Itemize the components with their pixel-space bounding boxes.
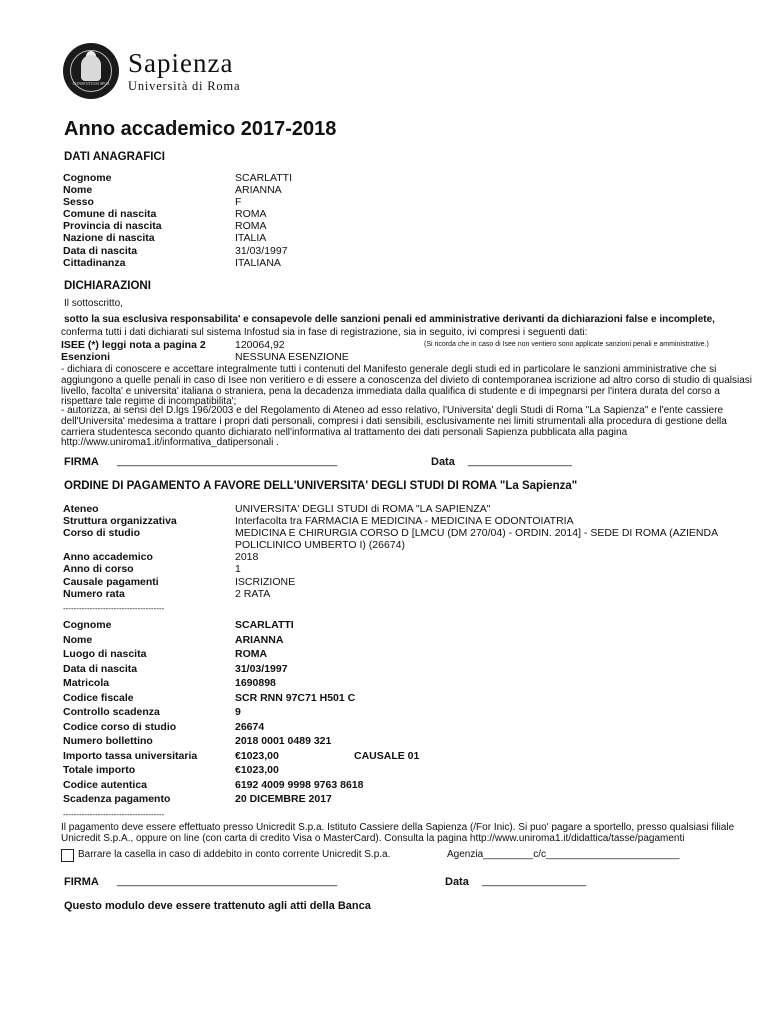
table-row: Cognome SCARLATTI: [63, 172, 292, 184]
firma-line-2: ____________________________________: [117, 875, 338, 887]
table-row: Nazione di nascita ITALIA: [63, 232, 267, 245]
isee-note: (Si ricorda che in caso di Isee non veritiero sono applicate sanzioni penali e amministrative.): [424, 341, 709, 348]
dichiarazioni-responsabilita: sotto la sua esclusiva responsabilita' e consapevole delle sanzioni penali ed amministrative derivanti da dichiarazioni false e incomplete,: [64, 314, 715, 325]
table-row: Codice autentica 6192 4009 9998 9763 8618: [63, 778, 364, 791]
sapienza-seal-logo: CONSENTIUM SPUS: [63, 43, 119, 99]
data-label: Data: [431, 456, 455, 468]
brand-subtitle: Università di Roma: [128, 79, 241, 93]
esenzioni-label: Esenzioni: [61, 351, 111, 363]
table-row: Anno accademico 2018: [63, 551, 259, 564]
page-title: Anno accademico 2017-2018: [64, 118, 337, 140]
table-row: Provincia di nascita ROMA: [63, 220, 267, 233]
data-line: _________________: [468, 455, 573, 467]
dichiarazioni-heading: DICHIARAZIONI: [64, 280, 151, 292]
footer-note: Questo modulo deve essere trattenuto agli atti della Banca: [64, 900, 371, 912]
table-row: Cittadinanza ITALIANA: [63, 256, 281, 269]
ordine-pagamento-table: [63, 503, 743, 600]
dichiarazioni-paragraph-manifesto: - dichiara di conoscere e accettare integralmente tutti i contenuti del Manifesto generale degli studi ed in particolare le sanzioni amministrative che si aggiungono a quelle penali in caso di Isee non veritiero e di essere a conoscenza del divieto di contemporanea iscrizione ad altro corso di studio di qualsiasi livello, facolta' e universita' italiana o straniera, pena la decadenza immediata dalla qualifica di studente e di impegnarsi per l'intera durata del corso a rispettare tale regime di incompatibilita';: [61, 364, 752, 408]
ordine-pagamento-heading: ORDINE DI PAGAMENTO A FAVORE DELL'UNIVERSITA' DEGLI STUDI DI ROMA "La Sapienza": [64, 480, 578, 492]
dichiarazioni-paragraph-privacy: - autorizza, ai sensi del D.lgs 196/2003 e del Regolamento di Ateneo ad esso relativo, l'Universita' degli Studi di Roma "La Sapienza" e l'ente cassiere dell'Universita' medesima a trattare i propri dati personali, compresi i dati sensibili, esclusivamente nei limiti strumentali alla procedura di gestione della carriera studentesca secondo quanto dichiarato nell'informativa al trattamento dei dati personali Sapienza pubblicata alla pagina http://www.uniroma1.it/informativa_datipersonali .: [61, 405, 727, 449]
table-row: Codice fiscale SCR RNN 97C71 H501 C: [63, 691, 356, 704]
isee-value: 120064,92: [235, 339, 285, 351]
dichiarazioni-conferma: conferma tutti i dati dichiarati sul sistema Infostud sia in fase di registrazione, sia in seguito, ivi compresi i seguenti dati:: [61, 327, 588, 338]
table-row: Comune di nascita ROMA: [63, 208, 267, 221]
table-row: Ateneo UNIVERSITA' DEGLI STUDI di ROMA "LA SAPIENZA": [63, 503, 491, 515]
table-row: Totale importo €1023,00: [63, 764, 279, 776]
dati-anagrafici-table: [63, 172, 563, 269]
table-row: Scadenza pagamento 20 DICEMBRE 2017: [63, 793, 332, 805]
table-row: Data di nascita 31/03/1997: [63, 662, 288, 675]
agenzia-cc-field: Agenzia_________c/c________________________: [447, 849, 680, 860]
table-row: Importo tassa universitaria €1023,00: [63, 749, 279, 762]
addebito-checkbox[interactable]: [61, 849, 74, 862]
separator-top: --------------------------------------: [63, 604, 165, 613]
table-row: Causale pagamenti ISCRIZIONE: [63, 575, 296, 588]
firma-label-2: FIRMA: [64, 876, 99, 888]
table-row: Codice corso di studio 26674: [63, 720, 265, 733]
table-row: Nome ARIANNA: [63, 184, 282, 197]
causale-label: CAUSALE 01: [354, 750, 420, 762]
table-row: Cognome SCARLATTI: [63, 619, 294, 631]
dati-anagrafici-heading: DATI ANAGRAFICI: [64, 151, 165, 163]
table-row: Luogo di nascita ROMA: [63, 648, 268, 660]
data-label-2: Data: [445, 876, 469, 888]
isee-label: ISEE (*) leggi nota a pagina 2: [61, 339, 206, 351]
table-row: Struttura organizzativa Interfacolta tra FARMACIA E MEDICINA - MEDICINA E ODONTOIATRIA: [63, 515, 574, 528]
firma-label: FIRMA: [64, 456, 99, 468]
brand-name: Sapienza: [128, 48, 234, 78]
table-row: Numero bollettino 2018 0001 0489 321: [63, 735, 332, 747]
data-line-2: _________________: [482, 875, 587, 887]
table-row: Matricola 1690898: [63, 677, 276, 689]
bollettino-table: [63, 618, 563, 807]
table-row: Corso di studio MEDICINA E CHIRURGIA CORSO D [LMCU (DM 270/04) - ORDIN. 2014] - SEDE DI ROMA (AZIENDA POLICLINICO UMBERTO I) (26674): [63, 527, 718, 552]
separator-bottom: --------------------------------------: [63, 810, 165, 819]
pagamento-note: Il pagamento deve essere effettuato presso Unicredit S.p.a. Istituto Cassiere della Sapienza (/For Inic). Si puo' pagare a sportello, presso qualsiasi filiale Unicredit S.p.A., oppure on line (con carta di credito Visa o MasterCard). Consulta la pagina http://www.uniroma1.it/didattica/tasse/pagamenti: [61, 822, 735, 844]
table-row: Anno di corso 1: [63, 563, 241, 576]
table-row: Data di nascita 31/03/1997: [63, 244, 288, 257]
table-row: Numero rata 2 RATA: [63, 587, 271, 600]
table-row: Nome ARIANNA: [63, 633, 284, 646]
firma-line: ____________________________________: [117, 455, 338, 467]
table-row: Sesso F: [63, 196, 242, 209]
addebito-label: Barrare la casella in caso di addebito in conto corrente Unicredit S.p.a.: [78, 849, 391, 860]
esenzioni-value: NESSUNA ESENZIONE: [235, 351, 349, 363]
dichiarazioni-intro: Il sottoscritto,: [64, 298, 123, 309]
table-row: Controllo scadenza 9: [63, 706, 241, 718]
